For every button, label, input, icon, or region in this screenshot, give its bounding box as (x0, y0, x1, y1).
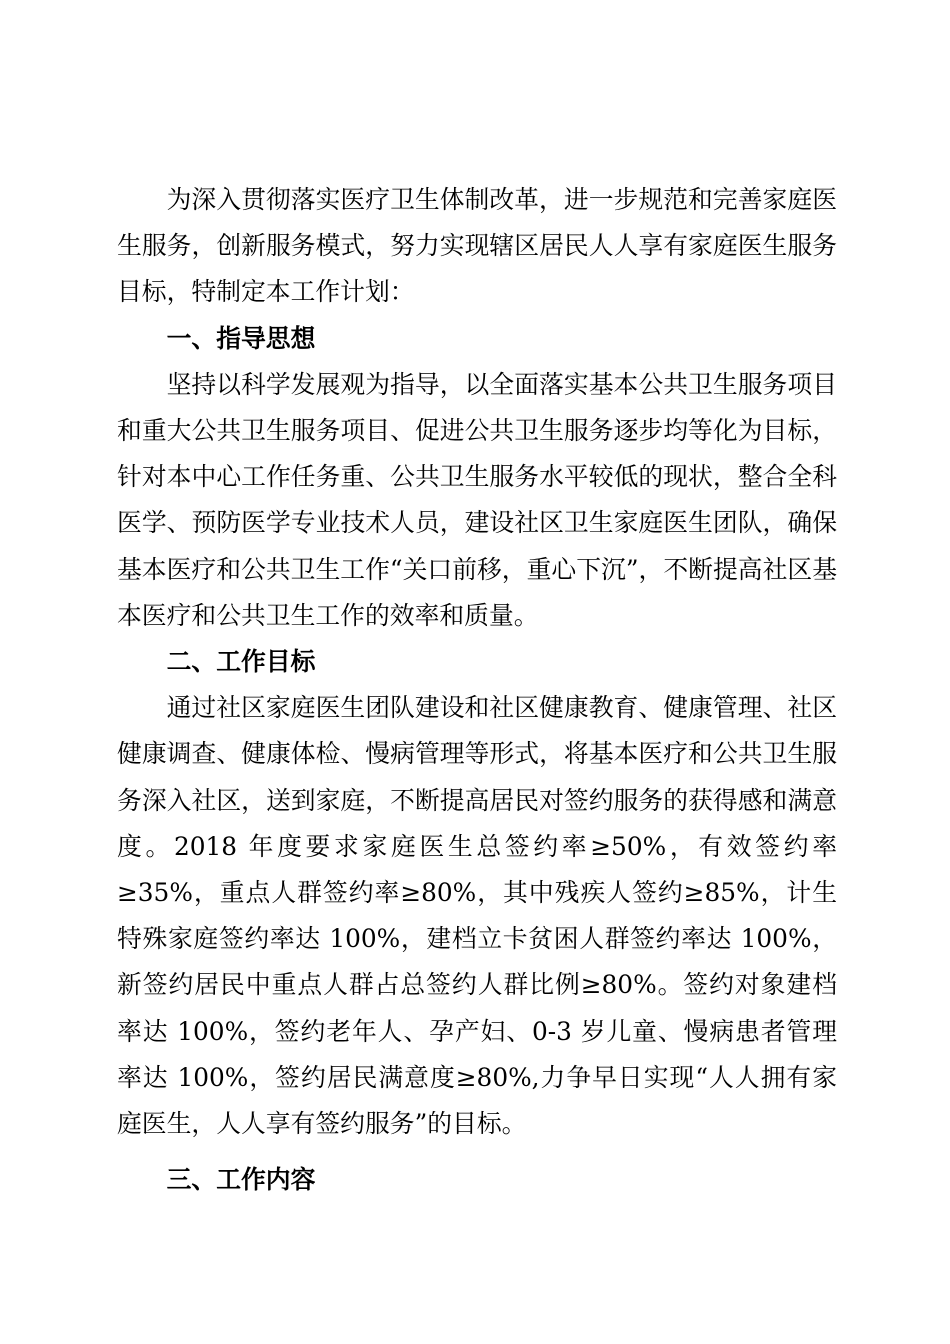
document-page (117, 177, 837, 1203)
section-body-work-goals: 通过社区家庭医生团队建设和社区健康教育、健康管理、社区健康调查、健康体检、慢病管理等形式，将基本医疗和公共卫生服务深入社区，送到家庭，不断提高居民对签约服务的获得感和满意度。2018 年度要求家庭医生总签约率≥50%，有效签约率≥35%，重点人群签约率≥80%，其中残疾人签约≥85%，计生特殊家庭签约率达 100%，建档立卡贫困人群签约率达 100%，新签约居民中重点人群占总签约人群比例≥80%。签约对象建档率达 100%，签约老年人、孕产妇、0-3 岁儿童、慢病患者管理率达 100%，签约居民满意度≥80%,力争早日实现“人人拥有家庭医生，人人享有签约服务”的目标。 (117, 693, 837, 1139)
section-heading-guiding-ideology: 一、指导思想 (166, 323, 316, 353)
section-body-guiding-ideology: 坚持以科学发展观为指导，以全面落实基本公共卫生服务项目和重大公共卫生服务项目、促进公共卫生服务逐步均等化为目标，针对本中心工作任务重、公共卫生服务水平较低的现状，整合全科医学、预防医学专业技术人员，建设社区卫生家庭医生团队，确保基本医疗和公共卫生工作“关口前移，重心下沉”，不断提高社区基本医疗和公共卫生工作的效率和质量。 (117, 369, 837, 630)
intro-paragraph: 为深入贯彻落实医疗卫生体制改革，进一步规范和完善家庭医生服务，创新服务模式，努力实现辖区居民人人享有家庭医生服务目标，特制定本工作计划： (117, 185, 837, 307)
section-heading-work-goals: 二、工作目标 (166, 647, 316, 677)
section-heading-work-content: 三、工作内容 (166, 1165, 316, 1195)
